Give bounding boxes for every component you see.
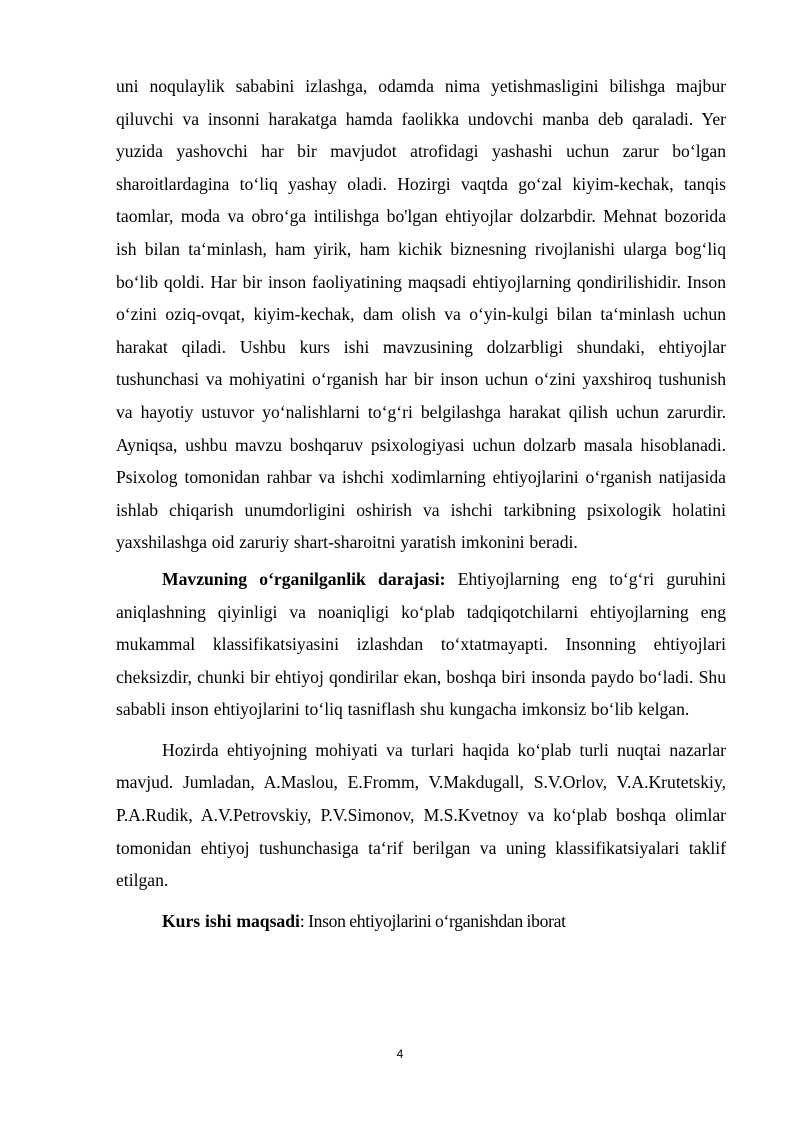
course-goal-heading: Kurs ishi maqsadi — [162, 910, 300, 931]
page-number: 4 — [396, 1047, 404, 1061]
paragraph-viewpoints: Hozirda ehtiyojning mohiyati va turlari haqida ko‘plab turli nuqtai nazarlar mavjud. Jumladan, A.Maslou, E.Fromm, V.Makdugall, S.V.Orlov, V.A.Krutetskiy, P.A.Rudik, A.V.Petrovskiy, P.V.Simonov, M.S.Kvetnoy va ko‘plab boshqa olimlar tomonidan ehtiyoj tushunchasiga ta‘rif berilgan va uning klassifikatsiyalari taklif etilgan. — [116, 739, 726, 891]
body-text — [116, 70, 726, 937]
course-goal-text: : Inson ehtiyojlarini o‘rganishdan iborat — [299, 910, 566, 931]
paragraph-study-level — [116, 563, 726, 726]
paragraph-course-goal — [116, 905, 726, 938]
study-level-text: Ehtiyojlarning eng to‘g‘ri guruhini aniqlashning qiyinligi va noaniqligi ko‘plab tadqiqotchilarni ehtiyojlarning eng mukammal klassifikatsiyasini izlashdan to‘xtatmayapti. Insonning ehtiyojlari cheksizdir, chunki bir ehtiyoj qondirilar ekan, boshqa biri insonda paydo bo‘ladi. Shu sababli inson ehtiyojlarini to‘liq tasniflash shu kungacha imkonsiz bo‘lib kelgan. — [116, 568, 727, 720]
study-level-heading: Mavzuning o‘rganilganlik darajasi: — [162, 568, 446, 589]
paragraph-relevance: uni noqulaylik sababini izlashga, odamda nima yetishmasligini bilishga majbur qiluvchi va insonni harakatga hamda faolikka undovchi manba deb qaraladi. Yer yuzida yashovchi har bir mavjudot atrofidagi yashashi uchun zarur bo‘lgan sharoitlardagina to‘liq yashay oladi. Hozirgi vaqtda go‘zal kiyim-kechak, tanqis taomlar, moda va obro‘ga intilishga bo'lgan ehtiyojlar dolzarbdir. Mehnat bozorida ish bilan ta‘minlash, ham yirik, ham kichik biznesning rivojlanishi ularga bog‘liq bo‘lib qoldi. Har bir inson faoliyatining maqsadi ehtiyojlarning qondirilishidir. Inson o‘zini oziq-ovqat, kiyim-kechak, dam olish va o‘yin-kulgi bilan ta‘minlash uchun harakat qiladi. Ushbu kurs ishi mavzusining dolzarbligi shundaki, ehtiyojlar tushunchasi va mohiyatini o‘rganish har bir inson uchun o‘zini yaxshiroq tushunish va hayotiy ustuvor yo‘nalishlarni to‘g‘ri belgilashga harakat qilish uchun zarurdir. Ayniqsa, ushbu mavzu boshqaruv psixologiyasi uchun dolzarb masala hisoblanadi. Psixolog tomonidan rahbar va ishchi xodimlarning ehtiyojlarini o‘rganish natijasida ishlab chiqarish unumdorligini oshirish va ishchi tarkibning psixologik holatini yaxshilashga oid zaruriy shart-sharoitni yaratish imkonini beradi. — [116, 76, 726, 553]
